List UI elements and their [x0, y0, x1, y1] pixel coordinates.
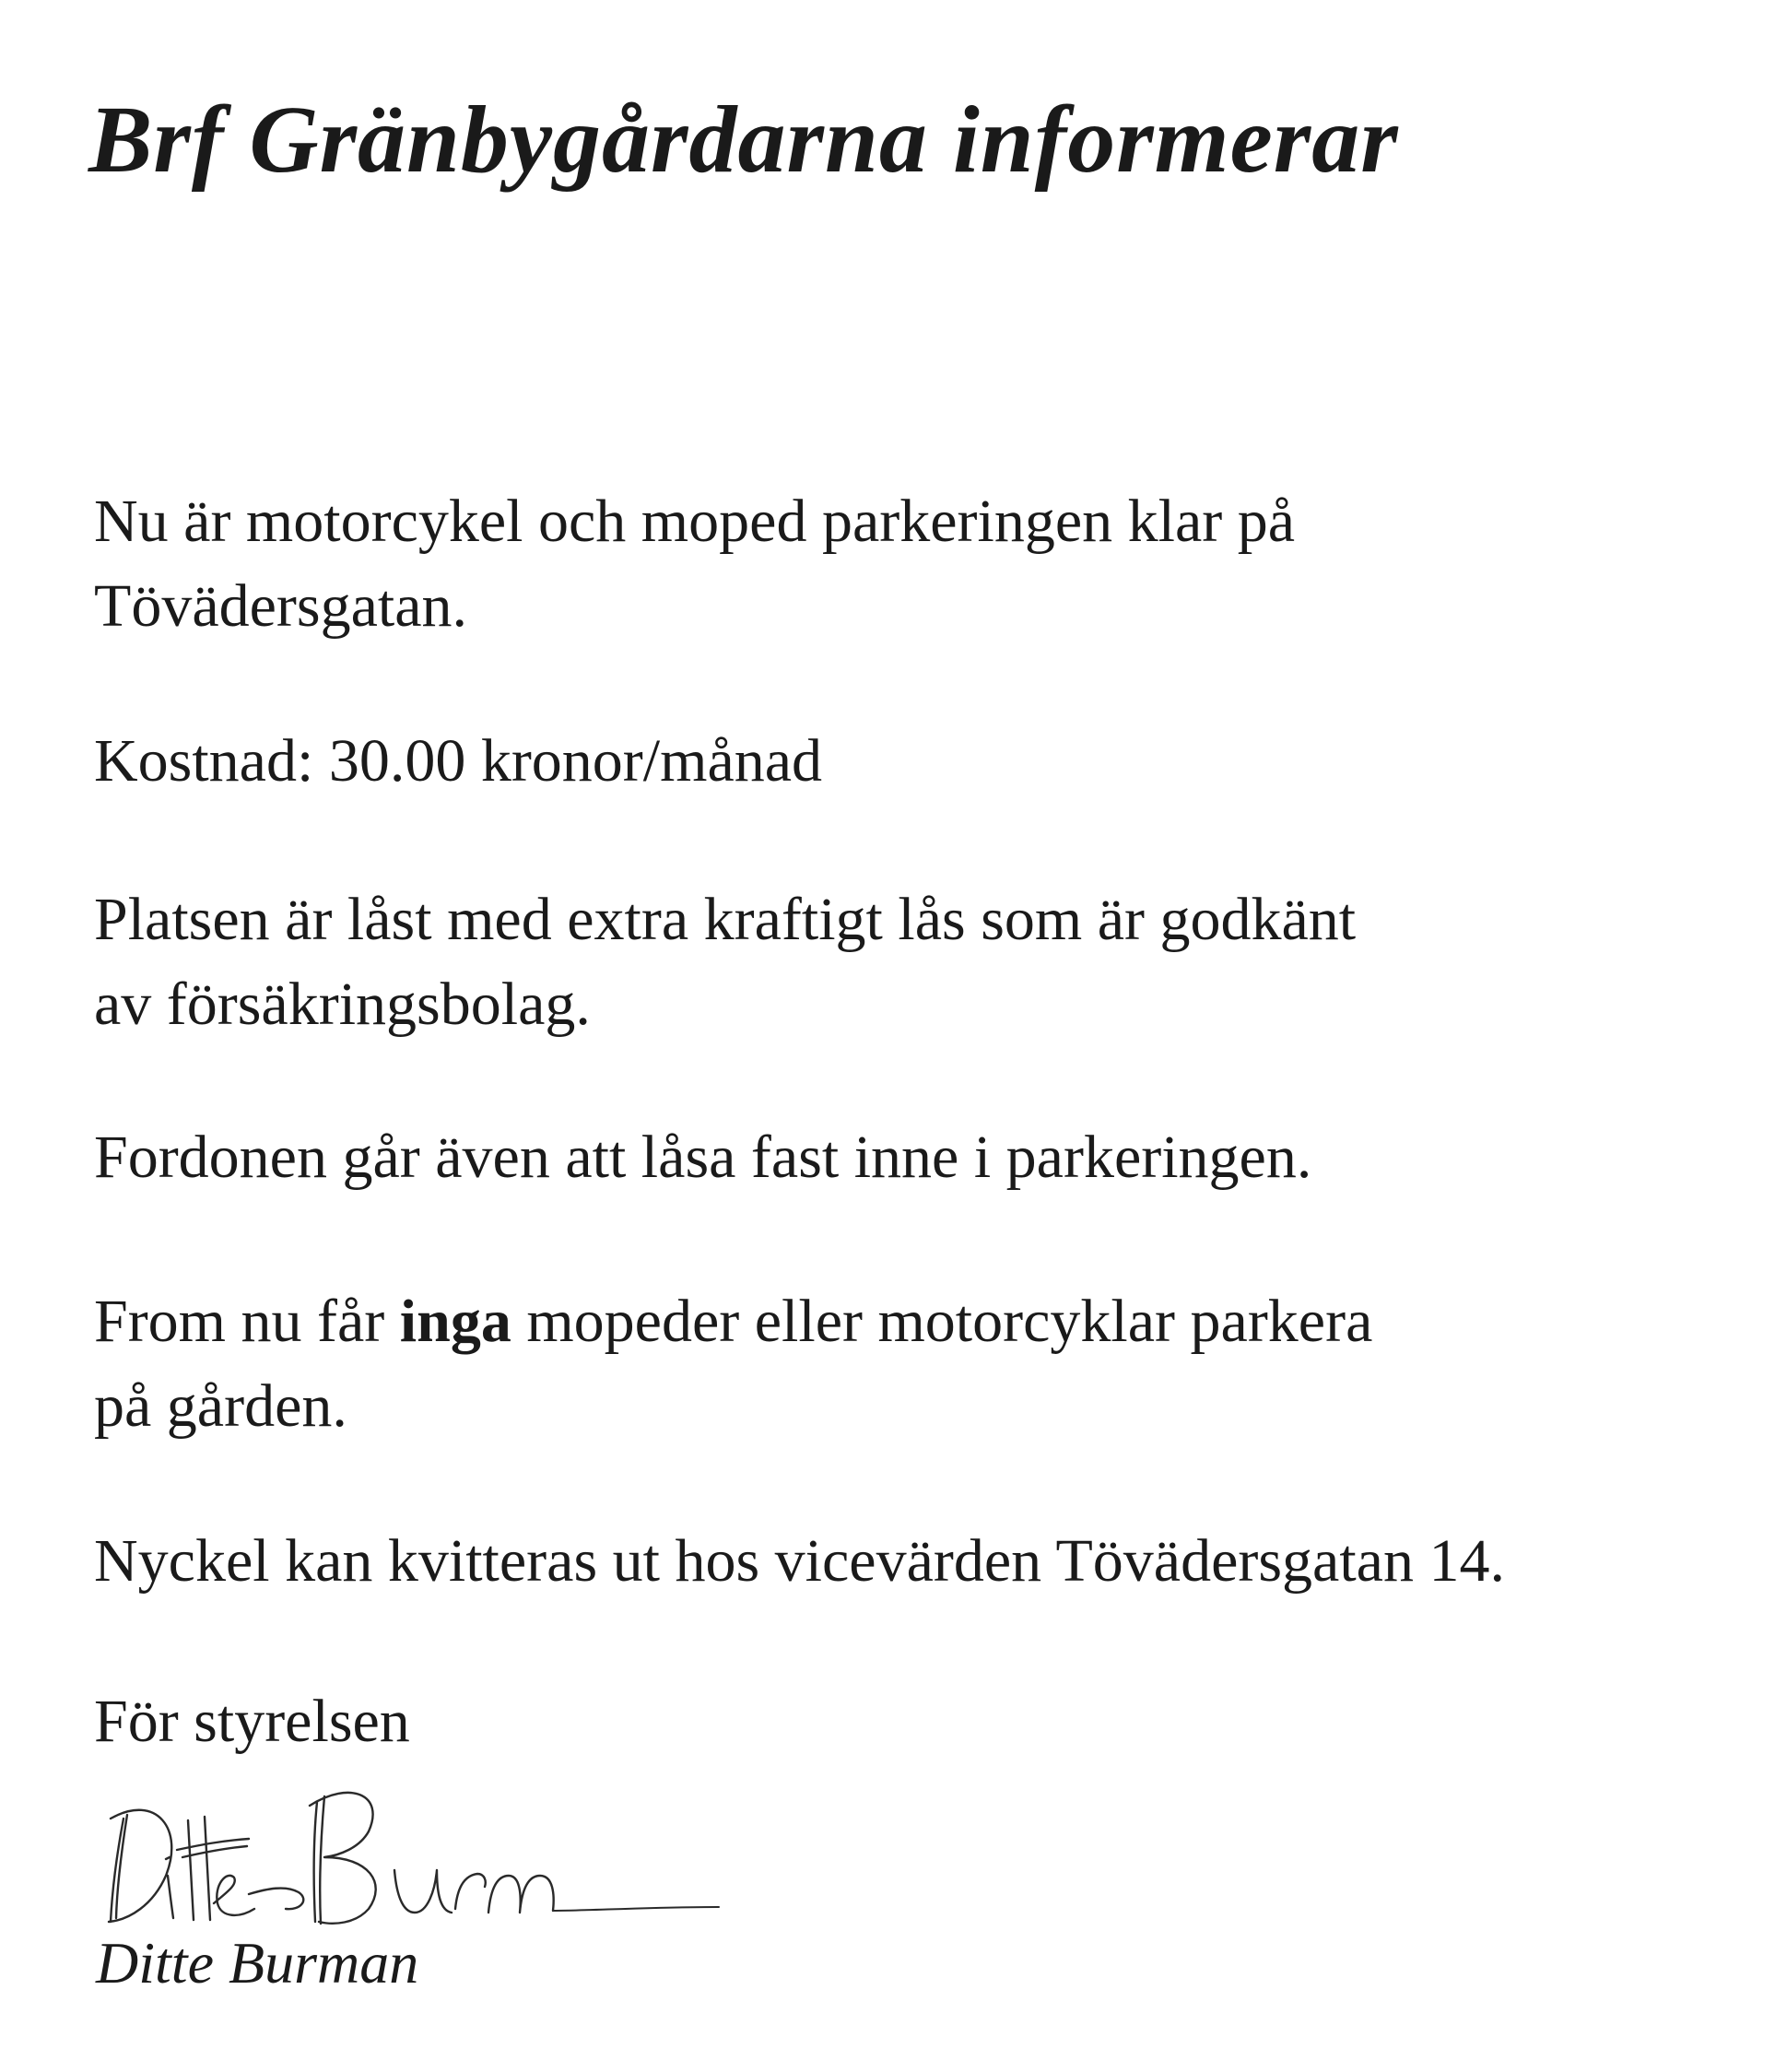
vehicles-paragraph: Fordonen går även att låsa fast inne i parkeringen.: [94, 1124, 1312, 1191]
lock-line-2: av försäkringsbolag.: [94, 971, 591, 1038]
rule-emphasis: inga: [399, 1288, 511, 1355]
rule-paragraph: [94, 1279, 1372, 1449]
lock-line-1: Platsen är låst med extra kraftigt lås som är godkänt: [94, 886, 1357, 953]
rule-suffix: mopeder eller motorcyklar parkera: [511, 1288, 1373, 1355]
cost-paragraph: Kostnad: 30.00 kronor/månad: [94, 727, 823, 795]
handwritten-signature: [92, 1774, 756, 1940]
rule-prefix: From nu får: [94, 1288, 400, 1355]
rule-line-1: [94, 1279, 1372, 1364]
signer-name: Ditte Burman: [96, 1930, 419, 1995]
rule-line-2: på gården.: [94, 1372, 347, 1440]
lock-paragraph: [94, 877, 1356, 1047]
parking-ready-line-1: Nu är motorcykel och moped parkeringen klar på: [94, 488, 1296, 555]
parking-ready-paragraph: [94, 479, 1295, 649]
parking-ready-line-2: Tövädersgatan.: [94, 572, 467, 640]
key-paragraph: Nyckel kan kvitteras ut hos vicevärden Tövädersgatan 14.: [94, 1527, 1505, 1595]
closing-text: För styrelsen: [94, 1688, 410, 1755]
notice-title: Brf Gränbygårdarna informerar: [88, 87, 1399, 193]
